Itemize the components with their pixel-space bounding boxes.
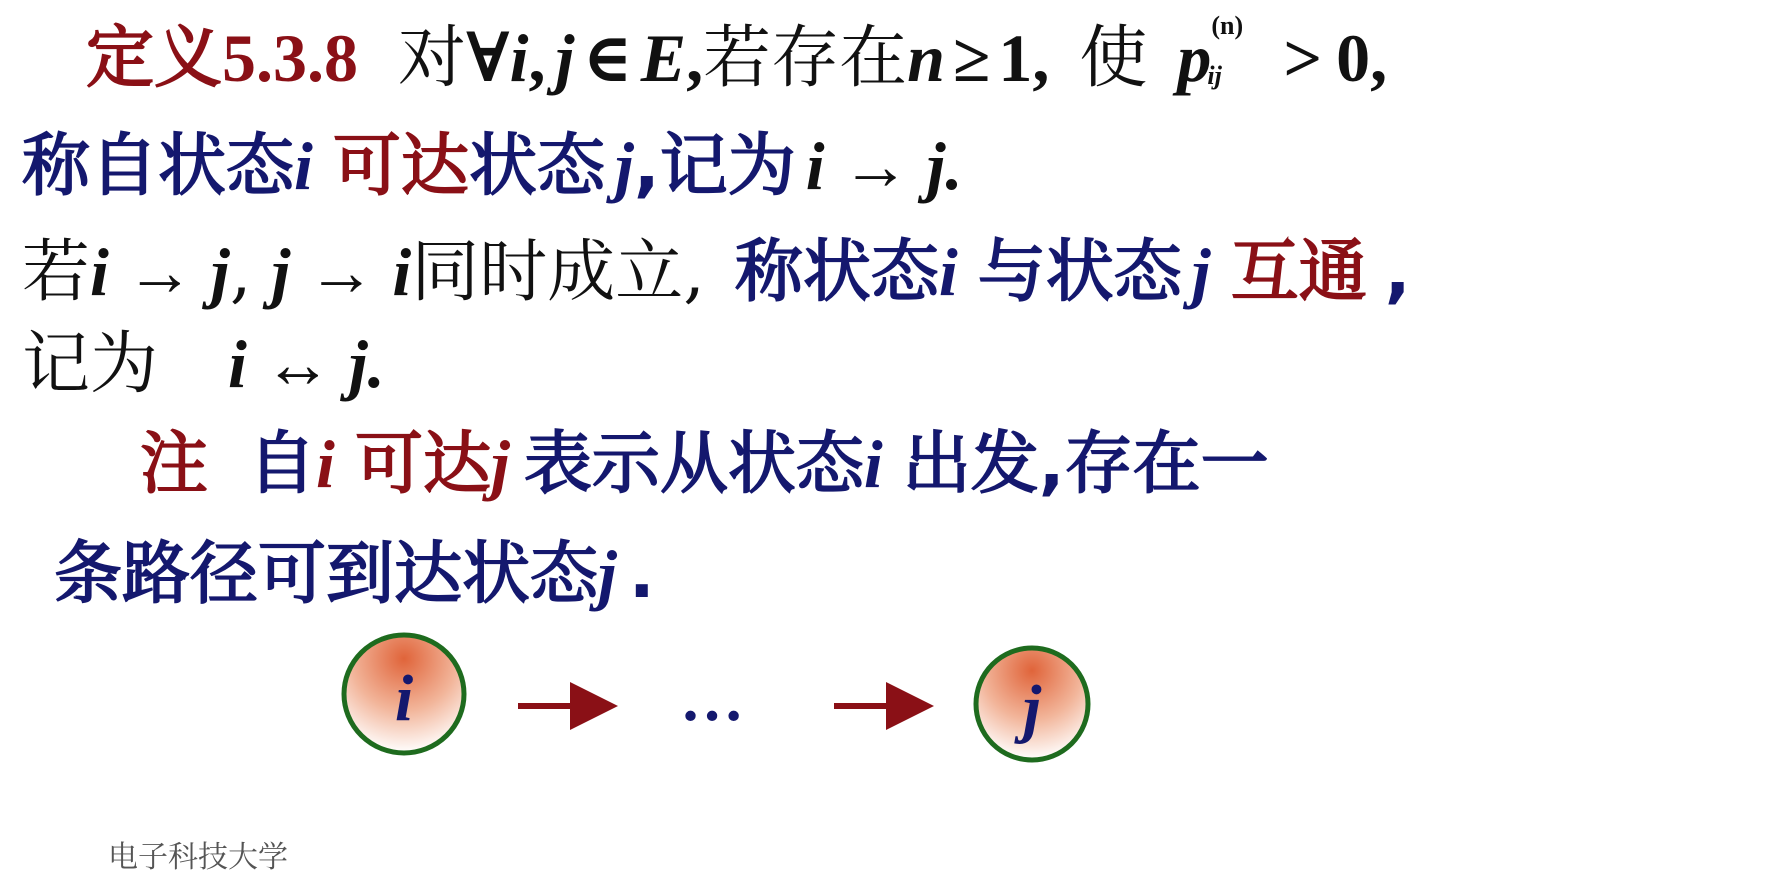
- var-i: i: [938, 234, 958, 310]
- node-j: [976, 648, 1088, 760]
- geq-symbol: ≥: [953, 20, 991, 96]
- node-j-label: j: [1022, 672, 1042, 745]
- text-tongshichengli: 同时成立,: [411, 233, 705, 312]
- communicate-expression: i ↔ j.: [228, 326, 385, 402]
- comma: ,: [686, 20, 704, 96]
- note-line-5: [140, 425, 1269, 504]
- ellipsis: …: [680, 663, 744, 734]
- text-jiwei: 记为: [22, 325, 159, 404]
- var-j: j: [555, 20, 575, 96]
- communicate-line-3: [22, 233, 1411, 312]
- term-reachable: 可达: [354, 425, 491, 504]
- text-ruocunzai: 若存在: [703, 19, 908, 98]
- text-yuzhuangtai: 与状态: [977, 233, 1182, 312]
- var-E: E: [640, 20, 687, 96]
- comma: ,: [1032, 20, 1050, 96]
- var-j: j: [1191, 234, 1211, 310]
- text-ruo: 若: [22, 233, 91, 312]
- text-biaoshi: 表示从状态: [523, 425, 864, 504]
- node-i-label: i: [394, 662, 414, 735]
- var-i: i: [863, 426, 883, 502]
- text-zi: 自: [248, 425, 317, 504]
- definition-label: 定义: [86, 19, 223, 98]
- term-communicate: 互通: [1230, 233, 1367, 312]
- var-j: j: [490, 426, 510, 502]
- text-tiaolujing: 条路径可到达状态: [54, 535, 599, 614]
- var-i: i: [316, 426, 335, 502]
- text-dui: 对: [398, 19, 467, 98]
- var-p: p: [1177, 20, 1212, 96]
- text-chengzhuangtai: 称状态: [734, 233, 939, 312]
- var-j: j: [614, 128, 634, 204]
- university-footer: 电子科技大学: [108, 840, 288, 875]
- note-label: 注: [140, 425, 209, 504]
- comma: ,: [528, 20, 546, 96]
- reachability-diagram: [0, 620, 1766, 864]
- expr-i-to-j: i → j: [90, 234, 230, 310]
- number-one: 1: [998, 20, 1033, 96]
- p-indices: [1207, 11, 1263, 90]
- var-j: j: [598, 536, 617, 612]
- subscript-ij: ij: [1207, 61, 1222, 90]
- gt-symbol: >: [1283, 20, 1323, 96]
- var-i: i: [294, 128, 313, 204]
- comma: ,: [1384, 233, 1411, 312]
- var-n: n: [907, 20, 945, 96]
- text-chufa: 出发,存在一: [902, 425, 1269, 504]
- definition-line-2: [22, 127, 963, 206]
- term-reachable: 可达: [332, 127, 469, 206]
- in-symbol: ∈: [582, 20, 633, 96]
- text-shi: 使: [1079, 19, 1148, 98]
- reach-expression: i → j.: [805, 128, 963, 204]
- number-zero: 0: [1336, 20, 1371, 96]
- text-zhuangtai: 状态: [468, 127, 605, 206]
- text-chengzizhuangtai: 称自状态: [22, 127, 295, 206]
- period: .: [628, 535, 655, 614]
- text-jiwei: ,记为: [633, 127, 796, 206]
- var-i: i: [509, 20, 529, 96]
- forall-symbol: ∀: [466, 20, 510, 96]
- node-i: [344, 635, 464, 753]
- comma: ,: [1370, 20, 1388, 96]
- superscript-n: (n): [1211, 11, 1244, 40]
- note-line-6: [54, 535, 655, 614]
- definition-number: 5.3.8: [222, 20, 359, 96]
- definition-line-1: [86, 11, 1388, 98]
- expr-j-to-i: j → i: [271, 234, 412, 310]
- comma: ,: [229, 233, 252, 312]
- communicate-line-4: [22, 325, 385, 404]
